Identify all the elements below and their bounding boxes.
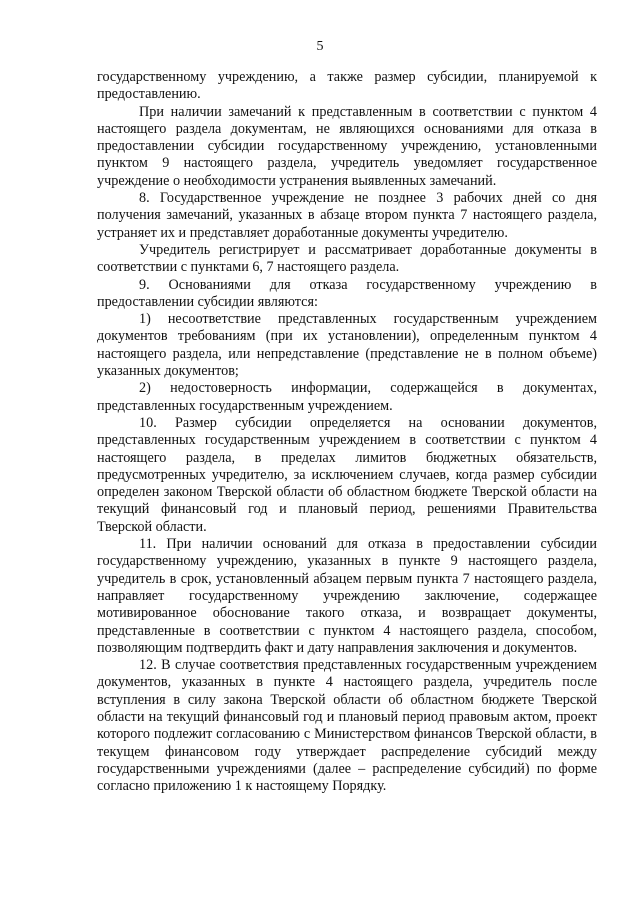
page-number: 5 bbox=[316, 39, 324, 54]
paragraph-item-11: 11. При наличии оснований для отказа в предоставлении субсидии государственному учреждению, указанных в пункте 9 настоящего раздела, учредитель в срок, установленный абзацем первым пункта 7 настоящего раздела, направляет государственному учреждению заключение, содержащее мотивированное обоснование такого отказа, и возвращает документы, представленные в соответствии с пунктом 4 настоящего раздела, способом, позволяющим подтвердить факт и дату направления заключения и документов. bbox=[97, 536, 597, 656]
paragraph-registration: Учредитель регистрирует и рассматривает доработанные документы в соответствии с пунктами 6, 7 настоящего раздела. bbox=[97, 241, 597, 276]
paragraph-item-12: 12. В случае соответствия представленных государственным учреждением документов, указанных в пункте 4 настоящего раздела, учредитель после вступления в силу закона Тверской области об областном бюджете Тверской области на текущий финансовый год и плановый период правовым актом, проект которого подлежит согласованию с Министерством финансов Тверской области, в текущем финансовом году утверждает распределение субсидий между государственными учреждениями (далее – распределение субсидий) по форме согласно приложению 1 к настоящему Порядку. bbox=[97, 657, 597, 795]
paragraph-item-10: 10. Размер субсидии определяется на основании документов, представленных государственным учреждением в соответствии с пунктом 4 настоящего раздела, в пределах лимитов бюджетных обязательств, предусмотренных учредителю, за исключением случаев, когда размер субсидии определен законом Тверской области об областном бюджете Тверской области на текущий финансовый год и плановый период, решениями Правительства Тверской области. bbox=[97, 414, 597, 535]
document-body bbox=[97, 69, 597, 795]
paragraph-item-8: 8. Государственное учреждение не позднее 3 рабочих дней со дня получения замечаний, указанных в абзаце втором пункта 7 настоящего раздела, устраняет их и представляет доработанные документы учредителю. bbox=[97, 190, 597, 241]
paragraph-item-9-1: 1) несоответствие представленных государственным учреждением документов требованиям (при их установлении), определенным пунктом 4 настоящего раздела, или непредставление (представление не в полном объеме) указанных документов; bbox=[97, 311, 597, 380]
paragraph-item-9: 9. Основаниями для отказа государственному учреждению в предоставлении субсидии являются: bbox=[97, 276, 597, 310]
paragraph-item-9-2: 2) недостоверность информации, содержащейся в документах, представленных государственным учреждением. bbox=[97, 380, 597, 414]
paragraph-remarks: При наличии замечаний к представленным в соответствии с пунктом 4 настоящего раздела документам, не являющихся основаниями для отказа в предоставлении субсидии государственному учреждению, установленными пунктом 9 настоящего раздела, учредитель уведомляет государственное учреждение о необходимости устранения выявленных замечаний. bbox=[97, 103, 597, 189]
paragraph-continuation: государственному учреждению, а также размер субсидии, планируемой к предоставлению. bbox=[97, 69, 597, 103]
